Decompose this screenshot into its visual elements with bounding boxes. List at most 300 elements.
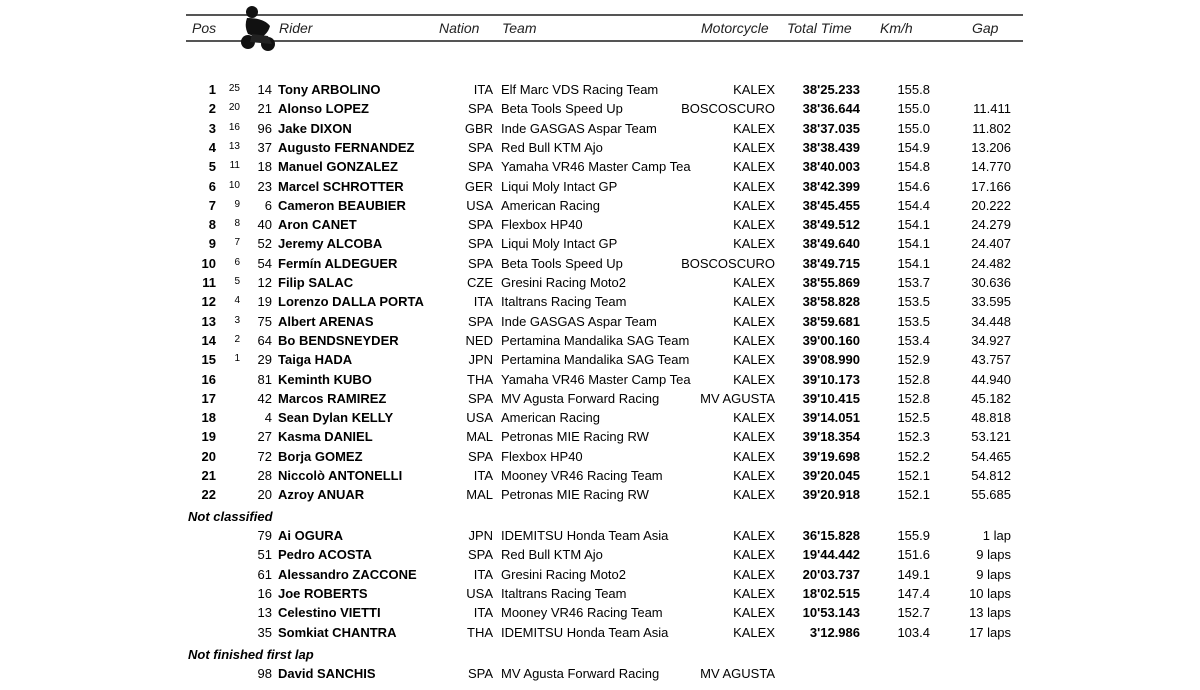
position: 8 — [208, 217, 216, 233]
team: Petronas MIE Racing RW — [501, 429, 649, 445]
table-row — [0, 468, 1200, 487]
rider-number: 16 — [257, 585, 272, 601]
rider-number: 13 — [257, 605, 272, 621]
rider-number: 51 — [257, 547, 272, 563]
motorcycle: KALEX — [733, 487, 775, 503]
gap: 11.411 — [973, 101, 1011, 117]
motorcycle: KALEX — [733, 294, 775, 310]
table-row — [0, 449, 1200, 468]
gap: 45.182 — [971, 390, 1011, 406]
motorcycle: KALEX — [733, 547, 775, 563]
total-time: 18'02.515 — [802, 585, 860, 601]
motorcycle: KALEX — [733, 371, 775, 387]
rider-name: Manuel GONZALEZ — [278, 159, 398, 175]
gap: 24.279 — [971, 217, 1011, 233]
total-time: 38'55.869 — [802, 275, 860, 290]
rider-name: Niccolò ANTONELLI — [278, 468, 403, 483]
rider-number: 40 — [257, 217, 272, 233]
table-row — [0, 294, 1200, 313]
motorcycle: KALEX — [733, 120, 775, 136]
rider-name: Tony ARBOLINO — [278, 82, 381, 97]
rider-name: Filip SALAC — [278, 275, 354, 290]
motorcycle: KALEX — [733, 197, 775, 213]
nation: THA — [467, 624, 493, 640]
team: MV Agusta Forward Racing — [501, 390, 660, 406]
nation: JPN — [468, 352, 493, 368]
table-row — [0, 121, 1200, 140]
motorcycle: KALEX — [733, 217, 775, 233]
rider-name: Jeremy ALCOBA — [278, 236, 383, 252]
team: Pertamina Mandalika SAG Team — [501, 332, 690, 348]
position: 5 — [208, 159, 216, 175]
team: Gresini Racing Moto2 — [501, 275, 626, 290]
table-row — [0, 391, 1200, 410]
gap: 9 laps — [976, 566, 1011, 582]
rider-name: Albert ARENAS — [278, 313, 374, 329]
total-time: 38'49.715 — [802, 255, 860, 271]
speed: 153.5 — [897, 313, 930, 329]
rider-number: 6 — [264, 197, 272, 213]
team: Red Bull KTM Ajo — [501, 547, 603, 563]
nation: SPA — [467, 313, 493, 329]
gap: 13.206 — [971, 139, 1011, 155]
total-time: 38'25.233 — [802, 82, 860, 97]
rider-number: 37 — [257, 139, 272, 155]
table-row — [0, 547, 1200, 566]
table-row — [0, 314, 1200, 333]
nation: SPA — [467, 139, 493, 155]
nation: ITA — [473, 294, 493, 310]
speed: 154.9 — [897, 139, 930, 155]
rider-name: Bo BENDSNEYDER — [278, 332, 399, 348]
nation: SPA — [467, 390, 493, 406]
position: 16 — [201, 371, 216, 387]
gap: 24.482 — [971, 255, 1011, 271]
rider-number: 18 — [257, 159, 272, 175]
total-time: 39'10.415 — [802, 390, 860, 406]
points: 11 — [229, 160, 240, 172]
rider-name: Somkiat CHANTRA — [278, 624, 397, 640]
rider-name: Ai OGURA — [278, 528, 343, 543]
nation: GBR — [464, 120, 493, 136]
nation: ITA — [473, 605, 493, 621]
position: 17 — [201, 390, 216, 406]
col-header-motorcycle: Motorcycle — [701, 20, 769, 36]
team: Italtrans Racing Team — [501, 294, 627, 310]
nation: THA — [467, 371, 493, 387]
header-rule-bottom — [186, 40, 1023, 42]
rider-number: 21 — [257, 101, 272, 117]
rider-number: 52 — [257, 236, 272, 252]
motorcycle: KALEX — [733, 178, 775, 194]
position: 19 — [201, 429, 216, 445]
section-not-finished: Not finished first lap — [188, 647, 314, 662]
points: 3 — [234, 314, 240, 326]
nation: ITA — [473, 566, 493, 582]
motorcycle: KALEX — [733, 82, 775, 97]
table-row — [0, 586, 1200, 605]
motorcycle: KALEX — [733, 139, 775, 155]
col-header-team: Team — [502, 20, 537, 36]
position: 21 — [201, 468, 216, 483]
col-header-pos: Pos — [192, 20, 217, 36]
rider-number: 19 — [257, 294, 272, 310]
points: 6 — [234, 256, 240, 268]
motorcycle: KALEX — [733, 448, 775, 464]
rider-number: 72 — [257, 448, 272, 464]
team: IDEMITSU Honda Team Asia — [501, 528, 669, 543]
rider-name: Pedro ACOSTA — [278, 547, 372, 563]
motorcycle: KALEX — [733, 159, 775, 175]
speed: 152.8 — [897, 371, 930, 387]
total-time: 38'49.640 — [802, 236, 860, 252]
team: Petronas MIE Racing RW — [501, 487, 649, 503]
speed: 152.7 — [897, 605, 930, 621]
speed: 151.6 — [897, 547, 930, 563]
total-time: 39'19.698 — [802, 448, 860, 464]
rider-number: 35 — [257, 624, 272, 640]
motorcycle: MV AGUSTA — [700, 390, 775, 406]
table-row — [0, 217, 1200, 236]
speed: 154.4 — [897, 197, 930, 213]
position: 4 — [208, 139, 216, 155]
gap: 10 laps — [969, 585, 1011, 601]
points: 25 — [228, 83, 240, 94]
rider-name: Keminth KUBO — [278, 371, 372, 387]
team: MV Agusta Forward Racing — [501, 666, 660, 681]
speed: 152.1 — [897, 468, 930, 483]
motorcycle-rider-icon — [238, 4, 278, 52]
speed: 147.4 — [897, 585, 930, 601]
col-header-total-time: Total Time — [787, 20, 852, 36]
team: Flexbox HP40 — [501, 448, 583, 464]
gap: 30.636 — [971, 275, 1011, 290]
gap: 14.770 — [971, 159, 1011, 175]
motorcycle: KALEX — [733, 352, 775, 368]
gap: 44.940 — [971, 371, 1011, 387]
rider-number: 81 — [257, 371, 272, 387]
rider-name: Jake DIXON — [278, 120, 352, 136]
points: 2 — [234, 333, 240, 345]
table-row — [0, 487, 1200, 506]
position: 1 — [208, 82, 216, 97]
motorcycle: BOSCOSCURO — [681, 101, 775, 117]
speed: 155.9 — [897, 528, 930, 543]
rider-name: Kasma DANIEL — [278, 429, 373, 445]
team: Elf Marc VDS Racing Team — [501, 82, 659, 97]
gap: 53.121 — [971, 429, 1011, 445]
speed: 152.2 — [897, 448, 930, 464]
speed: 154.1 — [897, 217, 930, 233]
team: American Racing — [501, 197, 600, 213]
position: 10 — [201, 255, 216, 271]
nation: NED — [465, 332, 493, 348]
position: 18 — [201, 410, 216, 426]
nation: SPA — [467, 159, 493, 175]
speed: 152.8 — [897, 390, 930, 406]
rider-name: Marcos RAMIREZ — [278, 390, 387, 406]
position: 15 — [201, 352, 216, 368]
rider-number: 4 — [264, 410, 272, 426]
nation: JPN — [468, 528, 493, 543]
speed: 153.7 — [897, 275, 930, 290]
rider-name: Alessandro ZACCONE — [278, 566, 417, 582]
total-time: 39'08.990 — [802, 352, 860, 368]
gap: 34.927 — [971, 332, 1011, 348]
nation: ITA — [473, 82, 493, 97]
gap: 17 laps — [969, 624, 1011, 640]
total-time: 39'20.918 — [802, 487, 860, 503]
header-rule-top — [186, 14, 1023, 16]
nation: GER — [464, 178, 493, 194]
position: 14 — [201, 332, 216, 348]
table-row — [0, 528, 1200, 547]
motorcycle: KALEX — [733, 528, 775, 543]
total-time: 38'36.644 — [802, 101, 860, 117]
speed: 154.1 — [897, 236, 930, 252]
team: Mooney VR46 Racing Team — [501, 605, 663, 621]
table-row — [0, 666, 1200, 685]
section-not-classified: Not classified — [188, 509, 273, 524]
gap: 55.685 — [971, 487, 1011, 503]
table-row — [0, 372, 1200, 391]
team: Flexbox HP40 — [501, 217, 583, 233]
col-header-gap: Gap — [972, 20, 999, 36]
nation: SPA — [467, 101, 493, 117]
rider-name: Alonso LOPEZ — [278, 101, 369, 117]
position: 20 — [201, 448, 216, 464]
points: 4 — [234, 295, 240, 307]
points: 1 — [234, 353, 240, 365]
rider-number: 98 — [257, 666, 272, 681]
col-header-kmh: Km/h — [880, 20, 913, 36]
points: 10 — [228, 179, 240, 191]
gap: 54.465 — [971, 448, 1011, 464]
table-row — [0, 275, 1200, 294]
team: Gresini Racing Moto2 — [501, 566, 626, 582]
team: Beta Tools Speed Up — [501, 255, 623, 271]
motorcycle: KALEX — [733, 624, 775, 640]
total-time: 38'59.681 — [802, 313, 860, 329]
motorcycle: KALEX — [733, 236, 775, 252]
team: Liqui Moly Intact GP — [501, 178, 618, 194]
table-row — [0, 159, 1200, 178]
nation: USA — [466, 410, 493, 426]
gap: 20.222 — [971, 197, 1011, 213]
position: 3 — [208, 120, 216, 136]
team: IDEMITSU Honda Team Asia — [501, 624, 669, 640]
motorcycle: KALEX — [733, 585, 775, 601]
total-time: 19'44.442 — [802, 547, 860, 563]
total-time: 10'53.143 — [802, 605, 860, 621]
motorcycle: KALEX — [733, 332, 775, 348]
team: Inde GASGAS Aspar Team — [501, 313, 657, 329]
gap: 1 lap — [982, 528, 1011, 543]
total-time: 38'40.003 — [802, 159, 860, 175]
position: 22 — [201, 487, 216, 503]
table-row — [0, 236, 1200, 255]
points: 20 — [228, 102, 240, 114]
rider-number: 79 — [257, 528, 272, 543]
nation: SPA — [467, 236, 493, 252]
table-row — [0, 256, 1200, 275]
rider-number: 27 — [257, 429, 272, 445]
position: 7 — [208, 197, 216, 213]
rider-name: Cameron BEAUBIER — [278, 197, 406, 213]
motorcycle: KALEX — [733, 313, 775, 329]
speed: 155.8 — [897, 82, 930, 97]
motorcycle: MV AGUSTA — [700, 666, 775, 681]
motorcycle: KALEX — [733, 429, 775, 445]
table-row — [0, 101, 1200, 120]
table-row — [0, 333, 1200, 352]
table-row — [0, 82, 1200, 101]
rider-number: 54 — [257, 255, 272, 271]
team: Yamaha VR46 Master Camp Tea — [501, 371, 691, 387]
nation: MAL — [466, 487, 493, 503]
nation: SPA — [467, 217, 493, 233]
rider-name: Celestino VIETTI — [278, 605, 381, 621]
gap: 13 laps — [969, 605, 1011, 621]
nation: MAL — [466, 429, 493, 445]
team: Italtrans Racing Team — [501, 585, 627, 601]
points: 8 — [234, 218, 240, 230]
position: 13 — [201, 313, 216, 329]
col-header-nation: Nation — [439, 20, 480, 36]
points: 13 — [228, 140, 240, 152]
team: Liqui Moly Intact GP — [501, 236, 618, 252]
points: 7 — [234, 237, 240, 249]
points: 16 — [228, 121, 240, 133]
nation: SPA — [467, 666, 493, 681]
speed: 153.4 — [897, 332, 930, 348]
rider-number: 61 — [257, 566, 272, 582]
rider-name: Azroy ANUAR — [278, 487, 365, 503]
motorcycle: KALEX — [733, 605, 775, 621]
total-time: 39'20.045 — [802, 468, 860, 483]
team: American Racing — [501, 410, 600, 426]
table-row — [0, 605, 1200, 624]
rider-name: Sean Dylan KELLY — [278, 410, 394, 426]
table-row — [0, 140, 1200, 159]
speed: 152.3 — [897, 429, 930, 445]
speed: 154.6 — [897, 178, 930, 194]
nation: CZE — [467, 275, 493, 290]
position: 2 — [208, 101, 216, 117]
table-row — [0, 352, 1200, 371]
position: 6 — [208, 178, 216, 194]
nation: USA — [466, 585, 493, 601]
col-header-rider: Rider — [279, 20, 313, 36]
speed: 152.5 — [897, 410, 930, 426]
total-time: 39'14.051 — [802, 410, 860, 426]
rider-number: 96 — [257, 120, 272, 136]
rider-name: Lorenzo DALLA PORTA — [278, 294, 424, 310]
total-time: 39'00.160 — [802, 332, 860, 348]
motorcycle: KALEX — [733, 468, 775, 483]
rider-name: Taiga HADA — [278, 352, 353, 368]
rider-name: Aron CANET — [278, 217, 357, 233]
gap: 24.407 — [971, 236, 1011, 252]
table-row — [0, 410, 1200, 429]
team: Inde GASGAS Aspar Team — [501, 120, 657, 136]
total-time: 38'37.035 — [802, 120, 860, 136]
team: Yamaha VR46 Master Camp Tea — [501, 159, 691, 175]
total-time: 36'15.828 — [802, 528, 860, 543]
gap: 48.818 — [971, 410, 1011, 426]
gap: 54.812 — [971, 468, 1011, 483]
team: Beta Tools Speed Up — [501, 101, 623, 117]
rider-name: Marcel SCHROTTER — [278, 178, 404, 194]
total-time: 38'58.828 — [802, 294, 860, 310]
position: 9 — [208, 236, 216, 252]
rider-number: 29 — [257, 352, 272, 368]
gap: 33.595 — [971, 294, 1011, 310]
gap: 43.757 — [971, 352, 1011, 368]
nation: SPA — [467, 448, 493, 464]
rider-name: David SANCHIS — [278, 666, 376, 681]
table-row — [0, 198, 1200, 217]
team: Mooney VR46 Racing Team — [501, 468, 663, 483]
motorcycle: BOSCOSCURO — [681, 255, 775, 271]
speed: 149.1 — [897, 566, 930, 582]
gap: 11.802 — [972, 120, 1011, 136]
rider-number: 12 — [257, 275, 272, 290]
gap: 17.166 — [971, 178, 1011, 194]
total-time: 20'03.737 — [802, 566, 860, 582]
points: 5 — [234, 276, 240, 287]
speed: 103.4 — [897, 624, 930, 640]
motorcycle: KALEX — [733, 566, 775, 582]
rider-number: 14 — [257, 82, 272, 97]
rider-name: Borja GOMEZ — [278, 448, 363, 464]
nation: ITA — [473, 468, 493, 483]
table-row — [0, 429, 1200, 448]
position: 12 — [201, 294, 216, 310]
total-time: 39'18.354 — [802, 429, 860, 445]
speed: 154.1 — [897, 255, 930, 271]
points: 9 — [234, 198, 240, 210]
nation: USA — [466, 197, 493, 213]
speed: 153.5 — [897, 294, 930, 310]
rider-number: 23 — [257, 178, 272, 194]
total-time: 38'38.439 — [802, 139, 860, 155]
speed: 152.1 — [897, 487, 930, 503]
nation: SPA — [467, 547, 493, 563]
rider-number: 75 — [257, 313, 272, 329]
speed: 152.9 — [897, 352, 930, 368]
total-time: 39'10.173 — [802, 371, 860, 387]
speed: 154.8 — [897, 159, 930, 175]
motorcycle: KALEX — [733, 410, 775, 426]
rider-number: 64 — [257, 332, 272, 348]
rider-number: 42 — [257, 390, 272, 406]
total-time: 3'12.986 — [809, 624, 860, 640]
rider-number: 28 — [257, 468, 272, 483]
team: Red Bull KTM Ajo — [501, 139, 603, 155]
rider-number: 20 — [257, 487, 272, 503]
nation: SPA — [467, 255, 493, 271]
gap: 34.448 — [971, 313, 1011, 329]
total-time: 38'42.399 — [802, 178, 860, 194]
speed: 155.0 — [897, 120, 930, 136]
rider-name: Fermín ALDEGUER — [278, 255, 398, 271]
table-row — [0, 179, 1200, 198]
table-row — [0, 567, 1200, 586]
speed: 155.0 — [897, 101, 930, 117]
total-time: 38'49.512 — [802, 217, 860, 233]
position: 11 — [202, 275, 216, 290]
